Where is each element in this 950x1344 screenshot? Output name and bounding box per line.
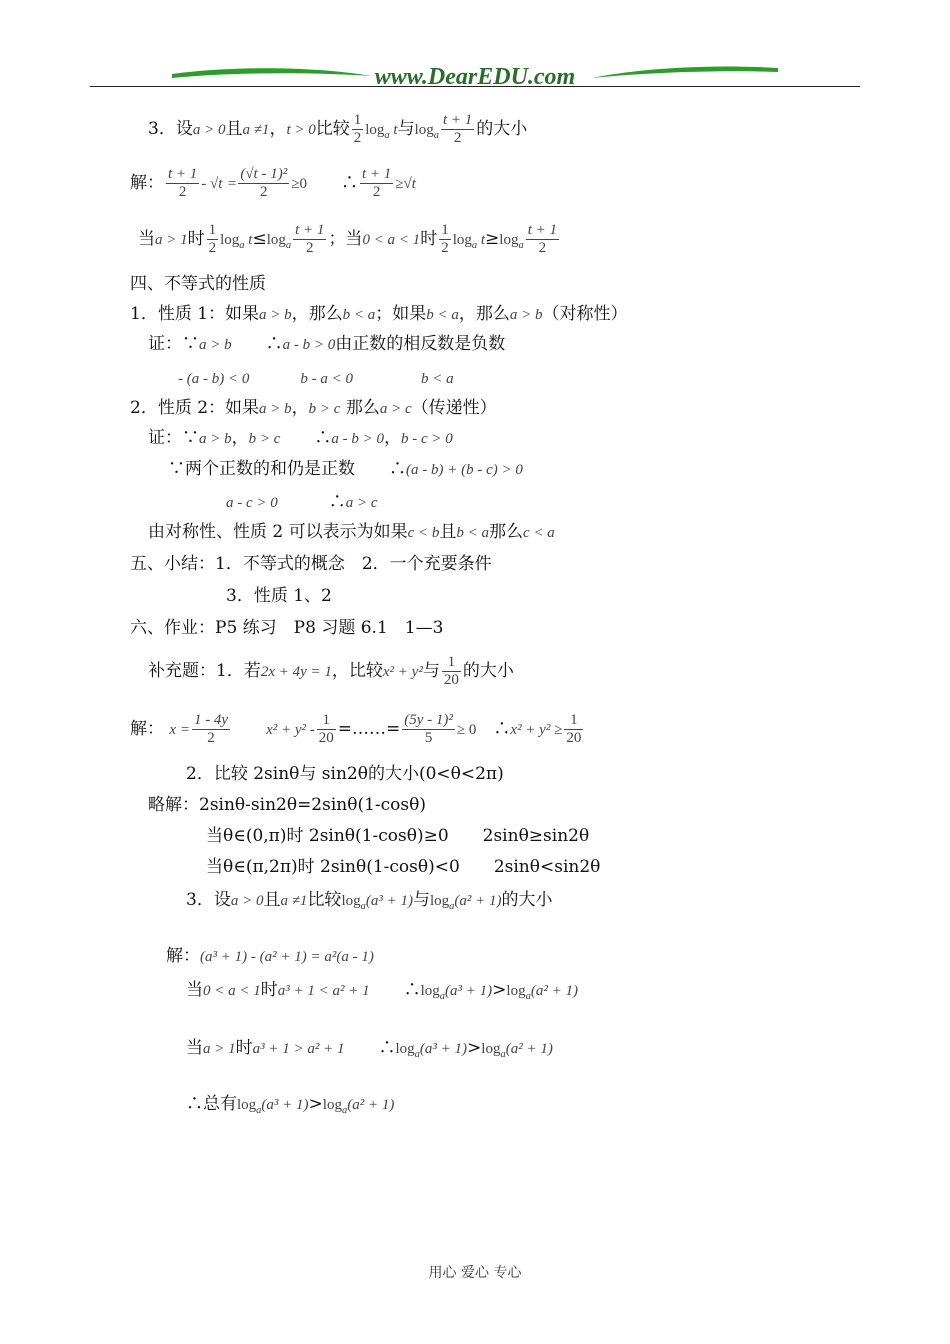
- fraction-half: $\frac{1}{2}$: [353, 112, 362, 146]
- property-1: 1．性质 1：如果a > b，那么b < a；如果b < a，那么a > b（对称性）: [130, 304, 628, 324]
- supplement-q3-solution: 解：(a³ + 1) - (a² + 1) = a²(a - 1): [166, 946, 374, 966]
- supplement-q1: 补充题：1．若2x + 4y = 1，比较x² + y²与 $\frac{1}{20}$ 的大小: [148, 654, 514, 688]
- supplement-q3-case-2: 当a > 1时a³ + 1 > a² + 1 $\therefore\log_a(a^3 + 1)>\log_a(a^2 + 1)$: [186, 1038, 553, 1060]
- supplement-q2-brief: 略解：2sinθ-sin2θ=2sinθ(1-cosθ): [148, 795, 427, 815]
- section-4-heading: 四、不等式的性质: [130, 274, 266, 294]
- section-5-summary: 五、小结：1．不等式的概念 2．一个充要条件: [130, 554, 492, 574]
- property-2-proof: 证：∵a > b，b > c ∴a - b > 0，b - c > 0: [148, 428, 453, 448]
- property-2: 2．性质 2：如果a > b，b > c 那么a > c（传递性）: [130, 398, 497, 418]
- section-6-homework: 六、作业：P5 练习 P8 习题 6.1 1—3: [130, 618, 444, 638]
- q3-line: 3．设a > 0且a ≠1，t > 0比较 $\frac{1}{2}$ $\log_a t$与$\log_a$ $\frac{t + 1}{2}$ 的大小: [148, 112, 528, 146]
- logo-swoosh-left: [172, 68, 372, 78]
- supplement-q1-solution: 解： x = $\frac{1 - 4y}{2}$ x² + y² - $\frac{1}{20}$ =……= $\frac{\text{(5y - 1)²}}{5}$ ≥ 0 ∴x² + y² ≥ $\frac{1}{20}$: [130, 712, 582, 746]
- fraction-t-plus-1: $\frac{t + 1}{2}$: [443, 112, 473, 146]
- property-2-proof-3: a - c > 0 ∴a > c: [226, 492, 378, 512]
- logo-text: www.DearEDU.com: [374, 64, 576, 90]
- q3-cases: 当a > 1时 $\frac{1}{2}$ $\log_a t\le\log_a$ $\frac{t + 1}{2}$ ；当0 < a < 1时 $\frac{1}{2}$ $\log_a t\ge\log_a$ $\frac{t + 1}{2}$: [138, 222, 557, 256]
- supplement-q2-case-2: 当θ∈(π,2π)时 2sinθ(1-cosθ)<0 2sinθ<sin2θ: [206, 857, 601, 877]
- supplement-q2-case-1: 当θ∈(0,π)时 2sinθ(1-cosθ)≥0 2sinθ≥sin2θ: [206, 826, 590, 846]
- page-footer: 用心 爱心 专心: [428, 1265, 522, 1281]
- supplement-q3: 3．设a > 0且a ≠1比较$\log_a(a^3 + 1)$与$\log_a(a^2 + 1)$的大小: [186, 890, 553, 912]
- supplement-q3-case-1: 当0 < a < 1时a³ + 1 < a² + 1 $\therefore\log_a(a^3 + 1)>\log_a(a^2 + 1)$: [186, 980, 578, 1002]
- symmetry-note: 由对称性、性质 2 可以表示为如果c < b且b < a那么c < a: [148, 522, 555, 542]
- property-1-proof-2: - (a - b) < 0 b - a < 0 b < a: [178, 371, 454, 387]
- logo-swoosh-right: [592, 66, 778, 78]
- property-2-proof-2: ∵两个正数的和仍是正数 ∴(a - b) + (b - c) > 0: [168, 459, 523, 479]
- property-1-proof: 证：∵a > b ∴a - b > 0由正数的相反数是负数: [148, 334, 506, 354]
- q3-solution: 解： $\frac{t + 1}{2}$ - √t = $\frac{\text{(√t - 1)²}}{2}$ ≥0 ∴ $\frac{t + 1}{2}$ ≥√t: [130, 166, 416, 200]
- section-5-summary-2: 3．性质 1、2: [226, 586, 332, 606]
- supplement-q3-conclusion: ∴总有$\log_a(a^3 + 1)>\log_a(a^2 + 1)$: [186, 1094, 395, 1116]
- fraction-sqrt: $\frac{\text{(√t - 1)²}}{2}$: [240, 166, 288, 200]
- fraction-t-plus-1: $\frac{t + 1}{2}$: [361, 166, 392, 200]
- fraction-t-plus-1: $\frac{t + 1}{2}$: [168, 166, 198, 200]
- supplement-q2: 2．比较 2sinθ与 sin2θ的大小(0<θ<2π): [186, 764, 504, 784]
- header-rule: [90, 86, 860, 87]
